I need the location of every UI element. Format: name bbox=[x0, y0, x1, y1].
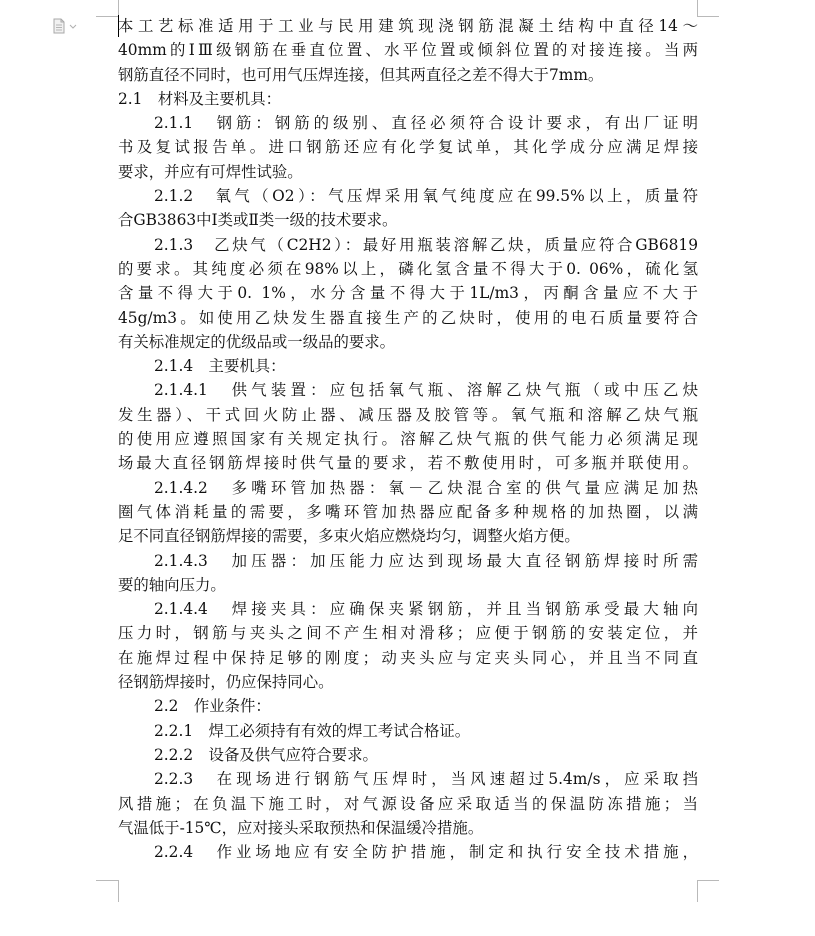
text-line: 圈气体消耗量的需要，多嘴环管加热器应配备多种规格的加热圈，以满 bbox=[118, 502, 698, 521]
text-line: 压力时，钢筋与夹头之间不产生相对滑移；应便于钢筋的安装定位，并 bbox=[118, 624, 698, 643]
document-icon[interactable] bbox=[52, 18, 80, 34]
text-line: 2.1.3 乙炔气（C2H2）：最好用瓶装溶解乙炔，质量应符合GB6819 bbox=[154, 235, 698, 254]
text-line: 风措施；在负温下施工时，对气源设备应采取适当的保温防冻措施；当 bbox=[118, 794, 698, 813]
text-line: 的使用应遵照国家有关规定执行。溶解乙炔气瓶的供气能力必须满足现 bbox=[118, 430, 698, 449]
section-heading: 2.1 材料及主要机具： bbox=[118, 89, 281, 108]
text-line: 2.2.3 在现场进行钢筋气压焊时，当风速超过5.4m/s，应采取挡 bbox=[154, 770, 698, 789]
crop-mark-top-right bbox=[697, 16, 719, 17]
text-line: 在施焊过程中保持足够的刚度；动夹头应与定夹头同心，并且当不同直 bbox=[118, 648, 698, 667]
text-line: 要求，并应有可焊性试验。 bbox=[118, 162, 303, 181]
crop-mark-top-left bbox=[96, 16, 118, 17]
text-line: 要的轴向压力。 bbox=[118, 575, 226, 594]
text-line: 45g/m3。如使用乙炔发生器直接生产的乙炔时，使用的电石质量要符合 bbox=[118, 308, 698, 327]
text-line: 钢筋直径不同时，也可用气压焊连接，但其两直径之差不得大于7mm。 bbox=[118, 65, 604, 84]
crop-mark-bottom-right bbox=[697, 880, 698, 902]
text-line: 2.1.4.4 焊接夹具：应确保夹紧钢筋，并且当钢筋承受最大轴向 bbox=[154, 600, 698, 619]
text-line: 2.1.4.1 供气装置：应包括氧气瓶、溶解乙炔气瓶（或中压乙炔 bbox=[154, 381, 698, 400]
section-heading: 2.1.4 主要机具： bbox=[154, 357, 286, 376]
text-line: 有关标准规定的优级品或一级品的要求。 bbox=[118, 332, 396, 351]
text-line: 2.1.4.2 多嘴环管加热器：氧－乙炔混合室的供气量应满足加热 bbox=[154, 478, 698, 497]
crop-mark-bottom-right bbox=[697, 880, 719, 881]
text-line: 2.1.4.3 加压器：加压能力应达到现场最大直径钢筋焊接时所需 bbox=[154, 551, 698, 570]
crop-mark-bottom-left bbox=[96, 880, 118, 881]
text-line: 足不同直径钢筋焊接的需要，多束火焰应燃烧均匀，调整火焰方便。 bbox=[118, 527, 580, 546]
document-body[interactable] bbox=[118, 14, 698, 864]
text-line: 2.2.2 设备及供气应符合要求。 bbox=[154, 745, 378, 764]
text-line: 径钢筋焊接时，仍应保持同心。 bbox=[118, 673, 334, 692]
text-line: 气温低于-15℃，应对接头采取预热和保温缓冷措施。 bbox=[118, 818, 484, 837]
text-line: 场最大直径钢筋焊接时供气量的要求，若不敷使用时，可多瓶并联使用。 bbox=[118, 454, 698, 473]
text-line: 2.2.1 焊工必须持有有效的焊工考试合格证。 bbox=[154, 721, 471, 740]
text-line: 40mm的ⅠⅢ级钢筋在垂直位置、水平位置或倾斜位置的对接连接。当两 bbox=[118, 41, 698, 60]
text-line: 的要求。其纯度必须在98%以上，磷化氢含量不得大于0. 06%，硫化氢 bbox=[118, 259, 698, 278]
text-line: 本工艺标准适用于工业与民用建筑现浇钢筋混凝土结构中直径14～ bbox=[118, 17, 698, 35]
text-line: 合GB3863中Ⅰ类或Ⅱ类一级的技术要求。 bbox=[118, 211, 398, 230]
text-line: 2.2.4 作业场地应有安全防护措施，制定和执行安全技术措施， bbox=[154, 843, 698, 862]
text-line: 发生器）、干式回火防止器、减压器及胶管等。氧气瓶和溶解乙炔气瓶 bbox=[118, 405, 698, 424]
text-line: 含量不得大于0. 1%，水分含量不得大于1L/m3，丙酮含量应不大于 bbox=[118, 284, 698, 303]
text-line: 书及复试报告单。进口钢筋还应有化学复试单，其化学成分应满足焊接 bbox=[118, 138, 698, 157]
section-heading: 2.2 作业条件： bbox=[154, 697, 271, 716]
text-line: 2.1.2 氧气（O2）：气压焊采用氧气纯度应在99.5%以上，质量符 bbox=[154, 187, 698, 206]
crop-mark-bottom-left bbox=[118, 880, 119, 902]
text-line: 2.1.1 钢筋：钢筋的级别、直径必须符合设计要求，有出厂证明 bbox=[154, 114, 698, 133]
